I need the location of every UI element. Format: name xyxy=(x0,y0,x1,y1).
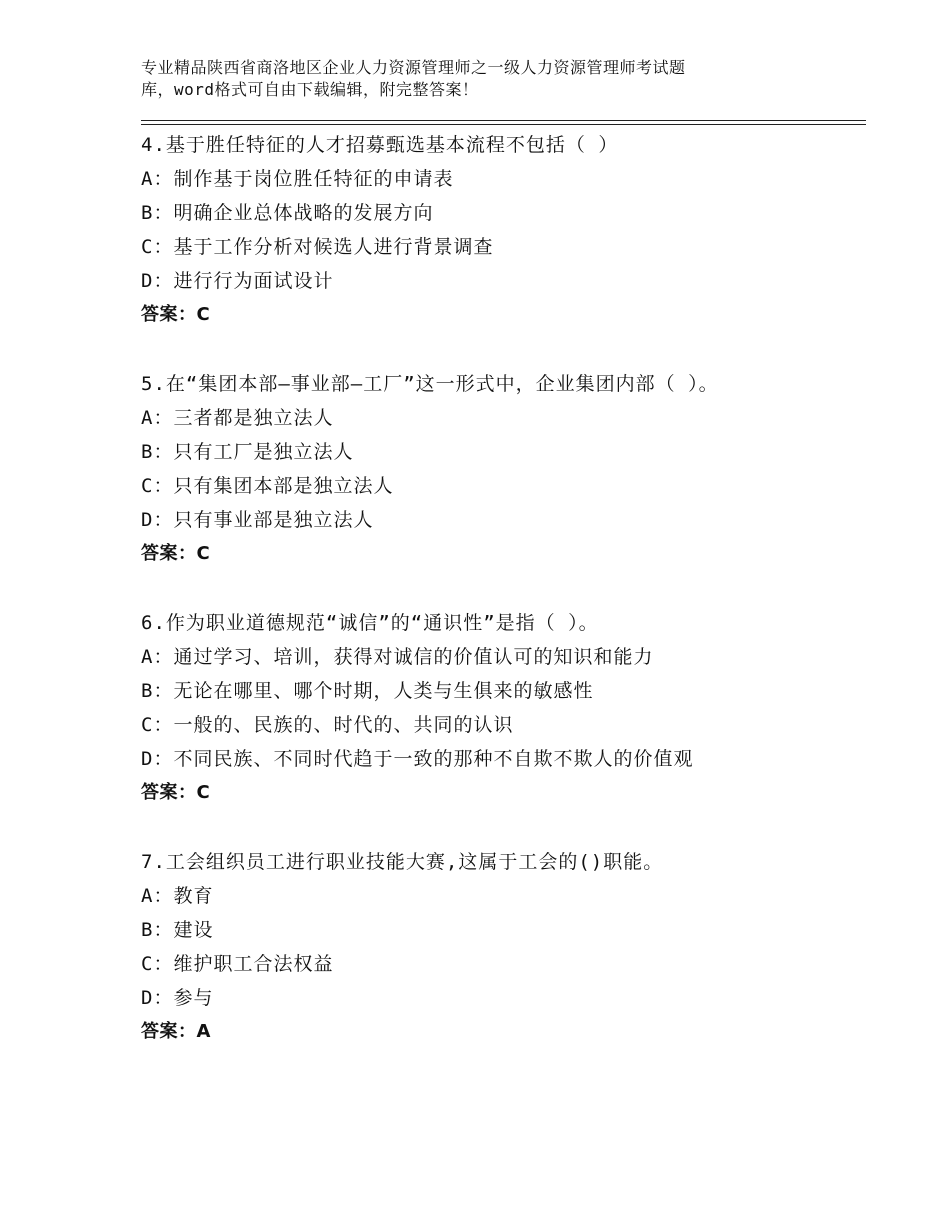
question-5 xyxy=(141,367,861,571)
answer-line: 答案：A xyxy=(141,1021,211,1042)
document-header xyxy=(141,57,781,101)
header-divider-bottom xyxy=(141,124,866,125)
option-c: C：一般的、民族的、时代的、共同的认识 xyxy=(141,714,514,736)
option-c: C：基于工作分析对候选人进行背景调查 xyxy=(141,236,494,258)
option-d: D：参与 xyxy=(141,987,214,1009)
answer-line: 答案：C xyxy=(141,543,211,564)
header-title-line-2: 库，word格式可自由下载编辑，附完整答案！ xyxy=(141,80,479,99)
question-7 xyxy=(141,845,861,1049)
option-a: A：三者都是独立法人 xyxy=(141,407,334,429)
answer-line: 答案：C xyxy=(141,782,211,803)
question-stem: 7.工会组织员工进行职业技能大赛,这属于工会的()职能。 xyxy=(141,851,664,873)
option-b: B：明确企业总体战略的发展方向 xyxy=(141,202,434,224)
option-a: A：制作基于岗位胜任特征的申请表 xyxy=(141,168,454,190)
option-b: B：只有工厂是独立法人 xyxy=(141,441,354,463)
option-c: C：维护职工合法权益 xyxy=(141,953,334,975)
option-d: D：只有事业部是独立法人 xyxy=(141,509,374,531)
header-divider-top xyxy=(141,120,866,121)
question-4 xyxy=(141,128,861,332)
option-a: A：通过学习、培训，获得对诚信的价值认可的知识和能力 xyxy=(141,646,654,668)
option-d: D：进行行为面试设计 xyxy=(141,270,334,292)
question-list xyxy=(141,128,861,1049)
option-c: C：只有集团本部是独立法人 xyxy=(141,475,394,497)
question-6 xyxy=(141,606,861,810)
question-stem: 5.在“集团本部—事业部—工厂”这一形式中，企业集团内部（ ）。 xyxy=(141,373,719,395)
answer-line: 答案：C xyxy=(141,304,211,325)
option-a: A：教育 xyxy=(141,885,214,907)
option-b: B：建设 xyxy=(141,919,214,941)
header-title-line-1: 专业精品陕西省商洛地区企业人力资源管理师之一级人力资源管理师考试题 xyxy=(141,58,686,77)
option-b: B：无论在哪里、哪个时期，人类与生俱来的敏感性 xyxy=(141,680,594,702)
question-stem: 6.作为职业道德规范“诚信”的“通识性”是指（ ）。 xyxy=(141,612,599,634)
option-d: D：不同民族、不同时代趋于一致的那种不自欺不欺人的价值观 xyxy=(141,748,694,770)
question-stem: 4.基于胜任特征的人才招募甄选基本流程不包括（ ） xyxy=(141,134,619,156)
